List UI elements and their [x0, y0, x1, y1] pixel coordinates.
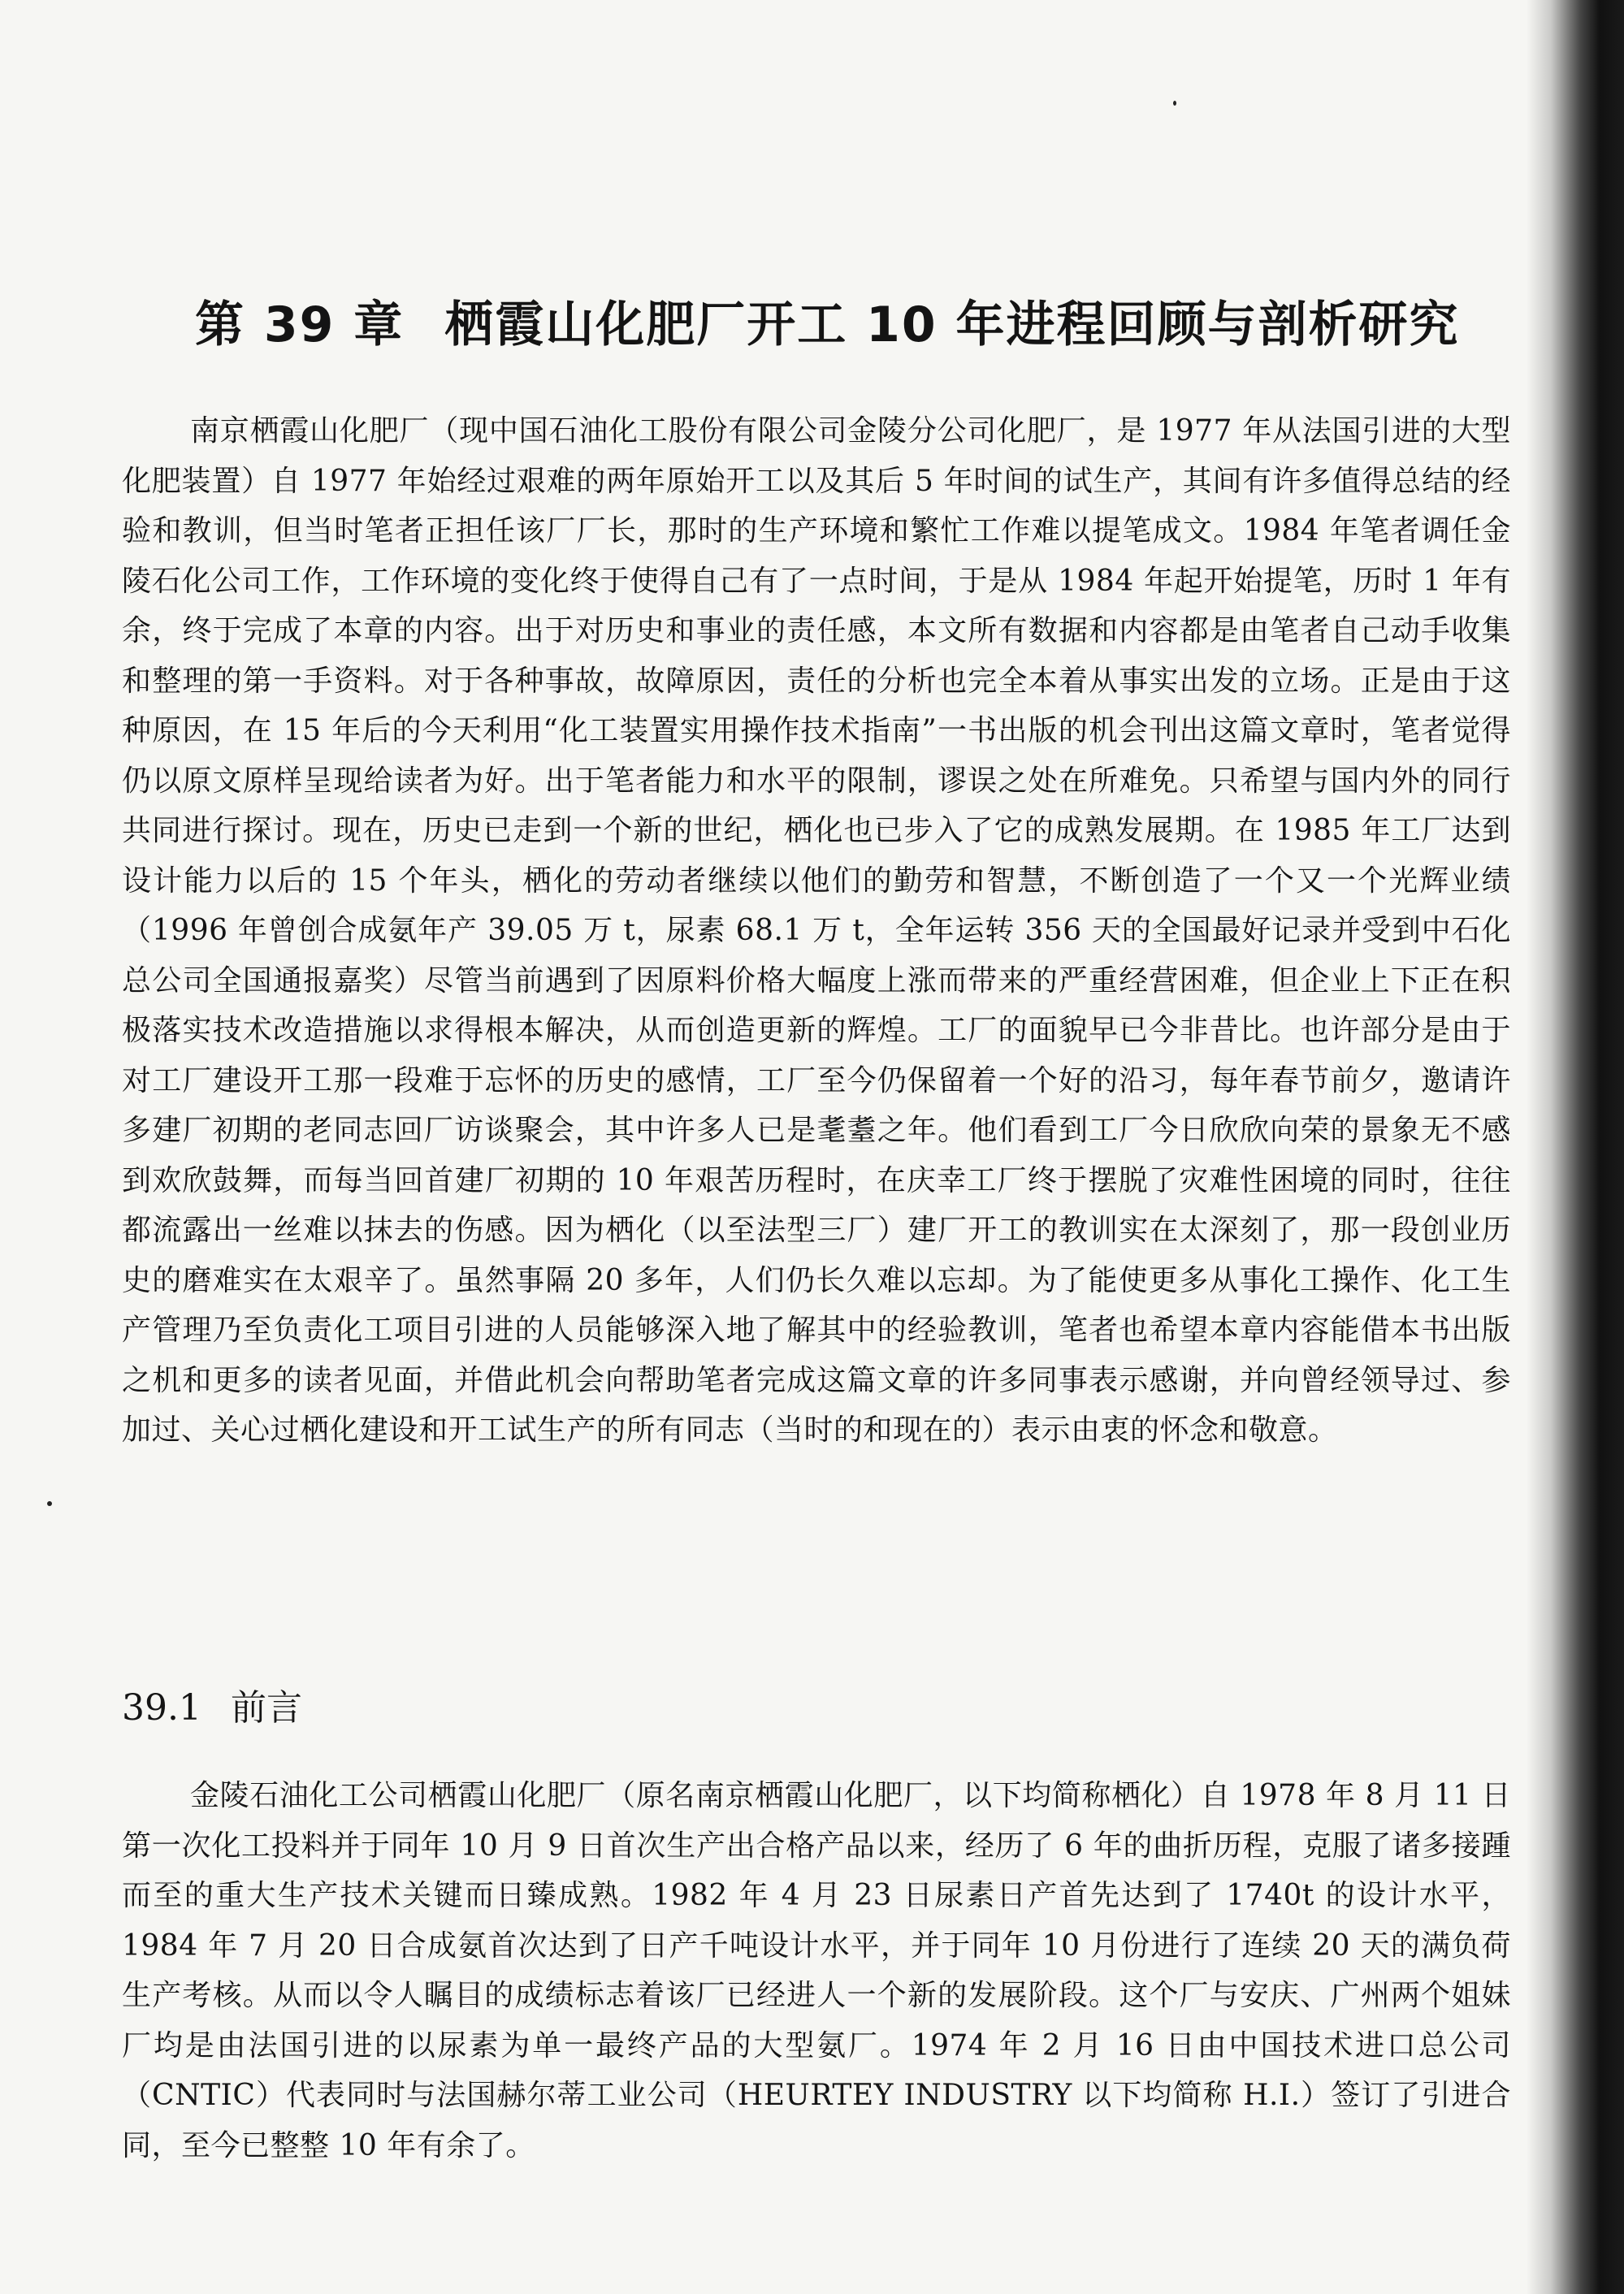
- preface-paragraph: 金陵石油化工公司栖霞山化肥厂（原名南京栖霞山化肥厂，以下均简称栖化）自 1978 年 8 月 11 日第一次化工投料并于同年 10 月 9 日首次生产出合格产品以来，经历了 6 年的曲折历程，克服了诸多接踵而至的重大生产技术关键而日臻成熟。1982 年 4 月 23 日尿素日产首先达到了 1740t 的设计水平，1984 年 7 月 20 日合成氨首次达到了日产千吨设计水平，并于同年 10 月份进行了连续 20 天的满负荷生产考核。从而以令人瞩目的成绩标志着该厂已经进人一个新的发展阶段。这个厂与安庆、广州两个姐妹厂均是由法国引进的以尿素为单一最终产品的大型氨厂。1974 年 2 月 16 日由中国技术进口总公司（CNTIC）代表同时与法国赫尔蒂工业公司（HEURTEY INDUSTRY 以下均简称 H.I.）签订了引进合同，至今已整整 10 年有余了。: [122, 1779, 1511, 2162]
- chapter-title: [195, 288, 1495, 361]
- scan-speck: [47, 1501, 52, 1506]
- section-title: 前言: [230, 1687, 302, 1729]
- section-heading: [122, 1680, 302, 1737]
- binding-shadow: [1527, 0, 1624, 2294]
- scan-speck: [1173, 101, 1176, 106]
- intro-paragraph: 南京栖霞山化肥厂（现中国石油化工股份有限公司金陵分公司化肥厂，是 1977 年从法国引进的大型化肥装置）自 1977 年始经过艰难的两年原始开工以及其后 5 年时间的试生产，其间有许多值得总结的经验和教训，但当时笔者正担任该厂厂长，那时的生产环境和繁忙工作难以提笔成文。1984 年笔者调任金陵石化公司工作，工作环境的变化终于使得自己有了一点时间，于是从 1984 年起开始提笔，历时 1 年有余，终于完成了本章的内容。出于对历史和事业的责任感，本文所有数据和内容都是由笔者自己动手收集和整理的第一手资料。对于各种事故，故障原因，责任的分析也完全本着从事实出发的立场。正是由于这种原因，在 15 年后的今天利用“化工装置实用操作技术指南”一书出版的机会刊出这篇文章时，笔者觉得仍以原文原样呈现给读者为好。出于笔者能力和水平的限制，谬误之处在所难免。只希望与国内外的同行共同进行探讨。现在，历史已走到一个新的世纪，栖化也已步入了它的成熟发展期。在 1985 年工厂达到设计能力以后的 15 个年头，栖化的劳动者继续以他们的勤劳和智慧，不断创造了一个又一个光辉业绩（1996 年曾创合成氨年产 39.05 万 t，尿素 68.1 万 t，全年运转 356 天的全国最好记录并受到中石化总公司全国通报嘉奖）尽管当前遇到了因原料价格大幅度上涨而带来的严重经营困难，但企业上下正在积极落实技术改造措施以求得根本解决，从而创造更新的辉煌。工厂的面貌早已今非昔比。也许部分是由于对工厂建设开工那一段难于忘怀的历史的感情，工厂至今仍保留着一个好的沿习，每年春节前夕，邀请许多建厂初期的老同志回厂访谈聚会，其中许多人已是耄耋之年。他们看到工厂今日欣欣向荣的景象无不感到欢欣鼓舞，而每当回首建厂初期的 10 年艰苦历程时，在庆幸工厂终于摆脱了灾难性困境的同时，往往都流露出一丝难以抹去的伤感。因为栖化（以至法型三厂）建厂开工的教训实在太深刻了，那一段创业历史的磨难实在太艰辛了。虽然事隔 20 多年，人们仍长久难以忘却。为了能使更多从事化工操作、化工生产管理乃至负责化工项目引进的人员能够深入地了解其中的经验教训，笔者也希望本章内容能借本书出版之机和更多的读者见面，并借此机会向帮助笔者完成这篇文章的许多同事表示感谢，并向曾经领导过、参加过、关心过栖化建设和开工试生产的所有同志（当时的和现在的）表示由衷的怀念和敬意。: [122, 414, 1511, 1447]
- section-number: 39.1: [122, 1687, 201, 1729]
- chapter-title-text: 栖霞山化肥厂开工 10 年进程回顾与剖析研究: [444, 296, 1460, 353]
- chapter-number: 第 39 章: [195, 296, 405, 353]
